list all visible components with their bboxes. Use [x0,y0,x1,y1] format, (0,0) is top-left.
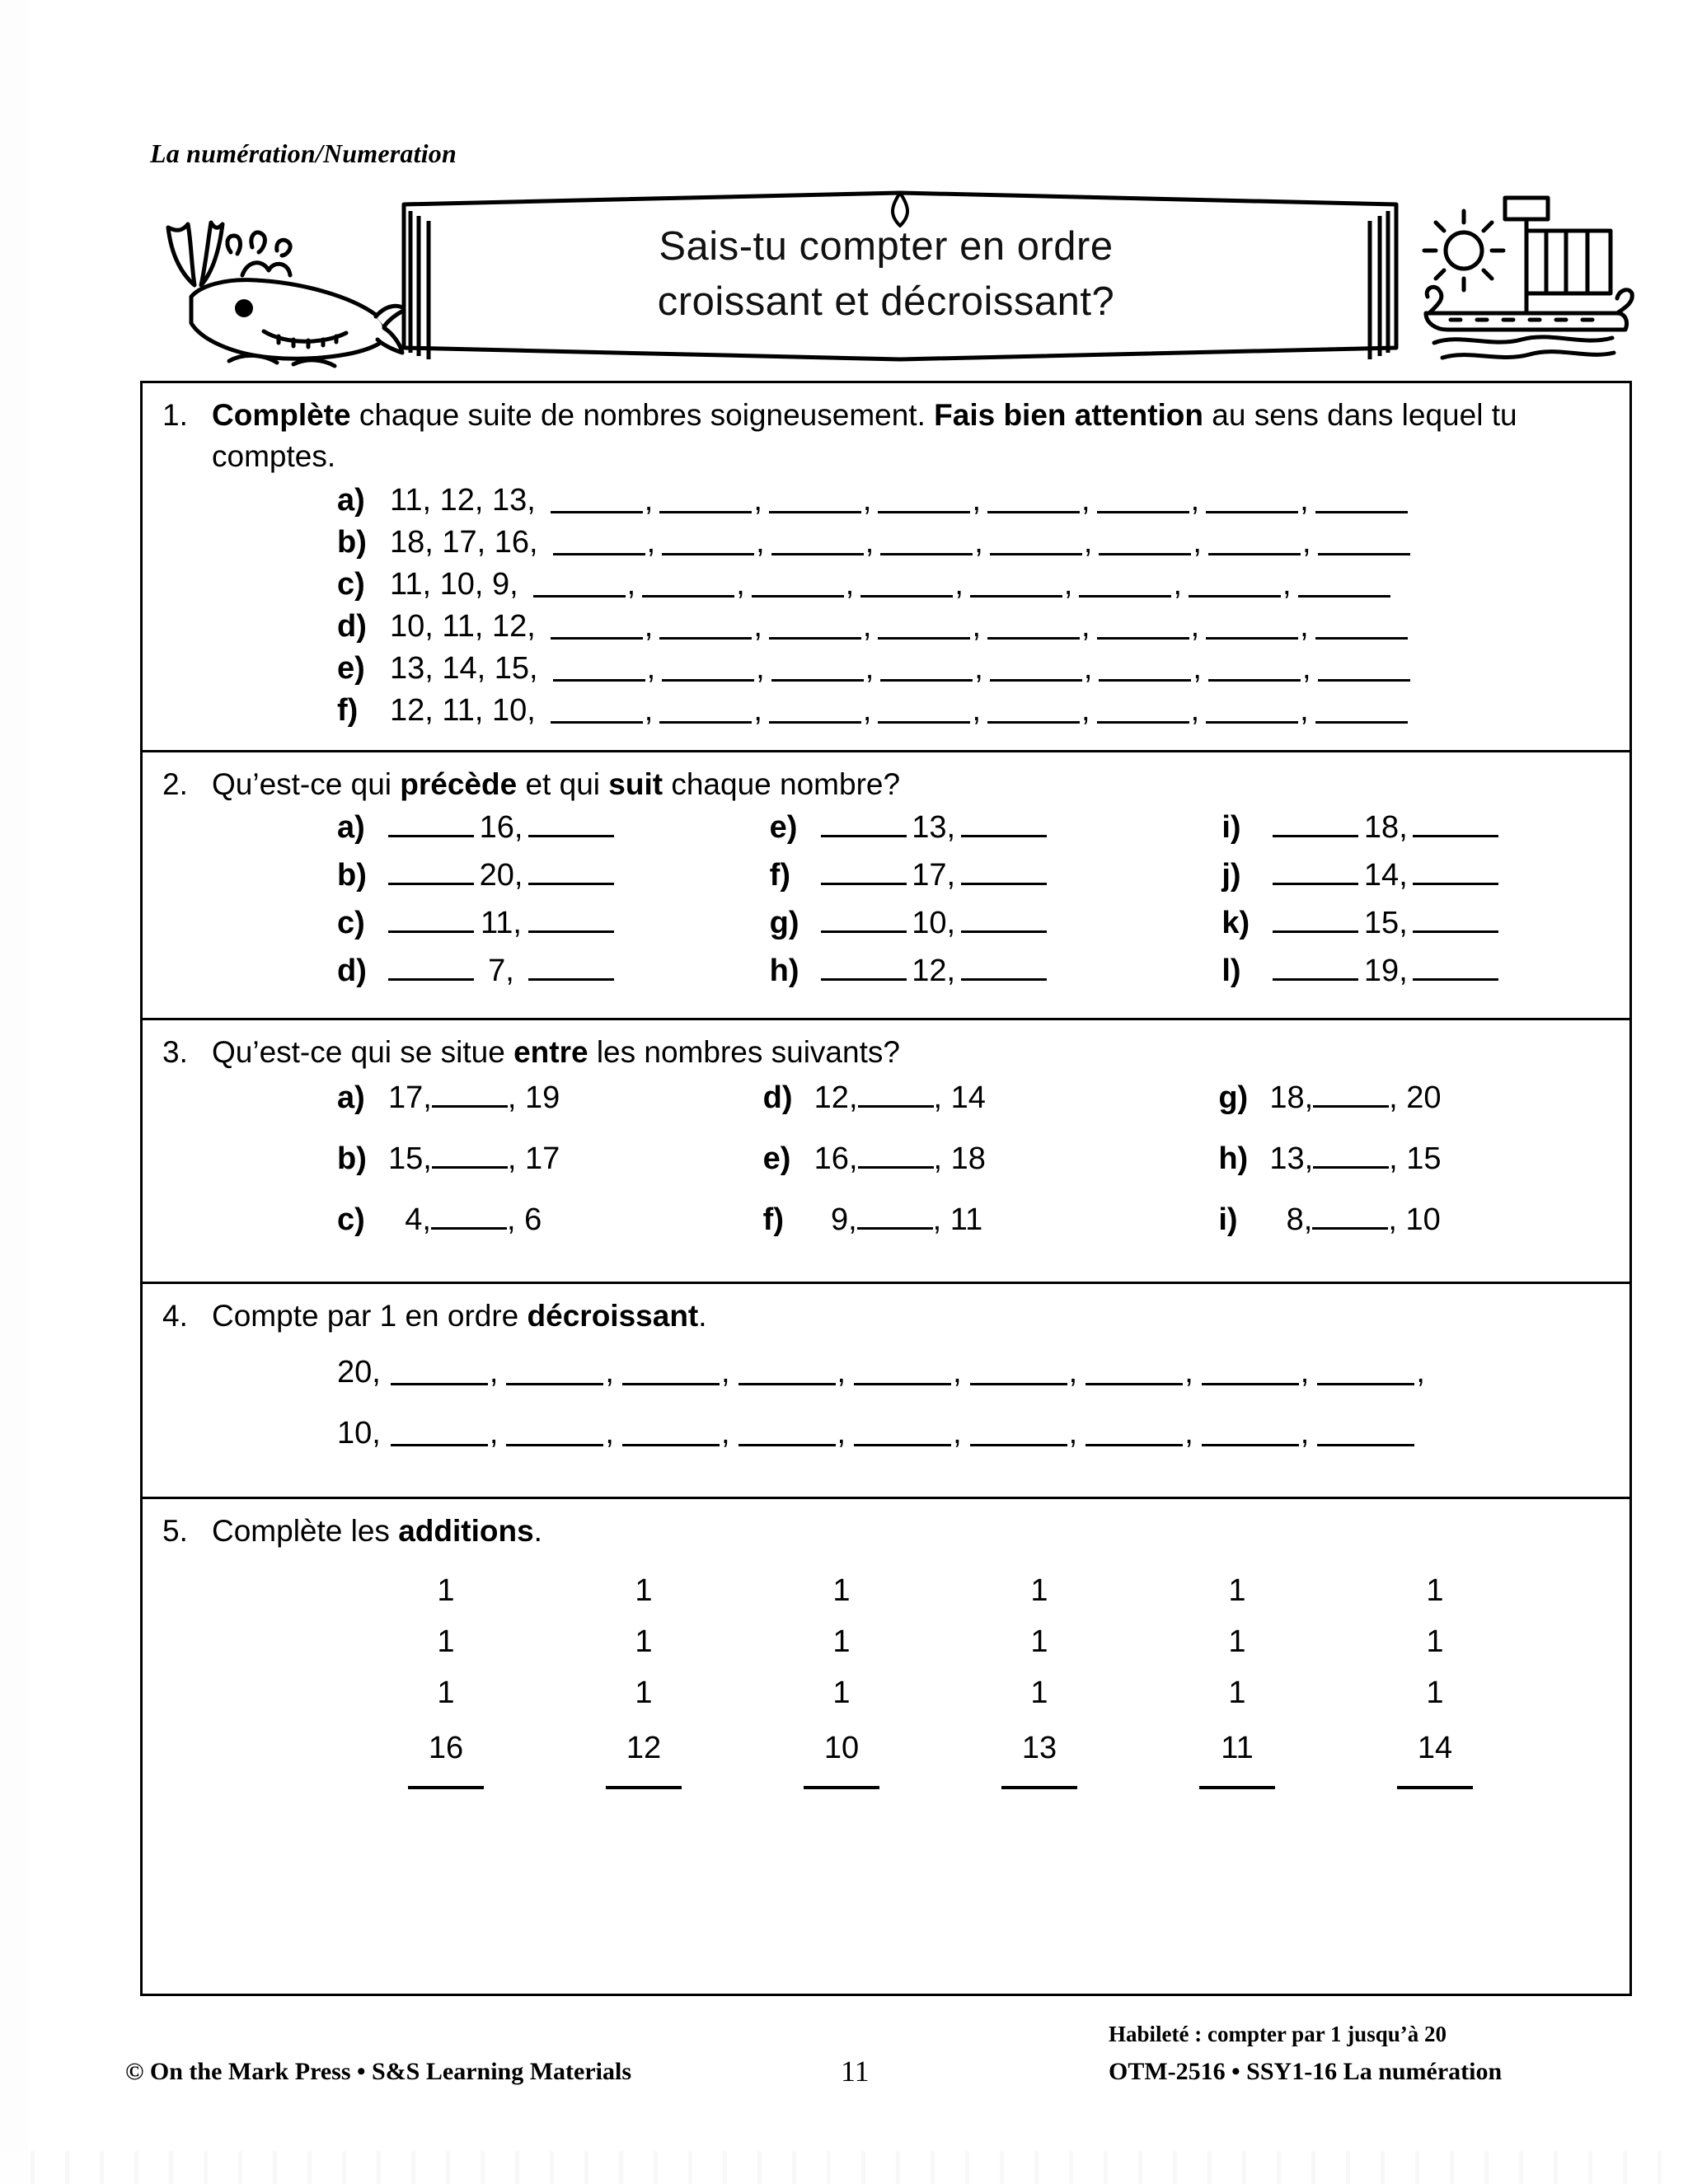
section-5-number: 5. [162,1513,188,1548]
item-seed: 13, 14, 15, [390,651,538,687]
addend: 1 [832,1573,851,1609]
addition-total: 14 [1417,1731,1453,1766]
addend: 1 [1426,1624,1444,1660]
section-4-number: 4. [162,1299,188,1333]
item-value: 10, [912,905,956,940]
item-value: 19, [1363,953,1408,988]
answer-blank[interactable] [858,1083,934,1108]
answer-blank[interactable] [970,1361,1067,1385]
section-3-items [143,1072,1629,1282]
answer-blank[interactable] [880,657,973,682]
answer-blank[interactable] [804,1786,879,1789]
answer-blank[interactable] [1189,573,1281,598]
section-2-prompt-part-5: chaque nombre? [663,767,901,802]
answer-blank[interactable] [1413,860,1498,885]
section-3-number: 3. [162,1034,188,1069]
item-value: 20, [479,857,523,893]
list-item [770,906,1178,954]
answer-blank[interactable] [432,1083,508,1108]
answer-blanks[interactable]: , , , , , , , [546,653,1412,684]
item-first: 4, [405,1202,431,1238]
answer-blank[interactable] [408,1786,484,1789]
section-5-prompt-part-1: Complète les [212,1513,399,1548]
addend: 1 [635,1624,653,1660]
answer-blank[interactable] [878,699,970,724]
section-2-prompt-part-4: suit [608,767,663,802]
item-label: h) [769,953,799,988]
item-label: a) [337,1080,365,1116]
list-item [1218,1202,1629,1263]
addend: 1 [1426,1573,1444,1609]
answer-blank[interactable] [769,699,861,724]
addend: 1 [1030,1675,1048,1710]
answer-blank[interactable] [622,1361,720,1385]
answer-blank[interactable] [1085,1422,1183,1446]
answer-blank[interactable] [551,615,643,640]
answer-blank[interactable] [1199,1786,1275,1789]
answer-blank[interactable] [1273,908,1358,933]
answer-blank[interactable] [1206,699,1298,724]
answer-blank[interactable] [1202,1422,1299,1446]
answer-blank[interactable] [528,956,614,981]
section-3-heading [143,1020,1629,1073]
list-item [143,611,1629,653]
answer-blank[interactable] [990,657,1082,682]
item-label: b) [337,857,367,893]
addend: 1 [635,1573,653,1609]
item-label: i) [1221,809,1241,845]
answer-blank[interactable] [1298,573,1390,598]
copyright-notice: © On the Mark Press • S&S Learning Materials [125,2058,631,2085]
answer-blank[interactable] [642,573,734,598]
answer-blank[interactable] [1273,956,1358,981]
section-4-prompt-part-2: décroissant [527,1299,699,1333]
addition-column [940,1566,1138,1788]
item-last: , 17 [507,1141,560,1177]
answer-blank[interactable] [553,531,645,555]
answer-blank[interactable] [1315,489,1408,513]
item-last: , 19 [507,1080,560,1116]
addend: 1 [1228,1573,1246,1609]
list-item [770,810,1178,858]
answer-blank[interactable] [970,1422,1067,1446]
section-1-prompt-part-1: Complète [212,398,351,432]
section-2-column-3 [1177,810,1629,1001]
answer-blank[interactable] [1273,860,1358,885]
list-item [770,858,1178,906]
section-3-column-2 [748,1080,1175,1263]
item-label: e) [337,651,365,687]
answer-blank[interactable] [961,860,1047,885]
item-label: d) [337,953,367,988]
item-seed: 10, 11, 12, [390,609,536,644]
item-label: k) [1221,905,1250,940]
answer-blank[interactable] [987,489,1080,513]
section-3-prompt-part-3: les nombres suivants? [588,1034,900,1069]
item-label: g) [1218,1080,1249,1116]
section-2-prompt-part-1: Qu’est-ce qui [212,767,401,802]
list-item [143,1355,1629,1416]
answer-blank[interactable] [854,1422,951,1446]
answer-blank[interactable] [1318,531,1410,555]
section-2-number: 2. [162,767,188,802]
item-label: f) [769,857,790,893]
answer-blank[interactable] [987,615,1080,640]
item-value: 18, [1363,809,1408,845]
list-item [143,569,1629,611]
answer-blank[interactable] [1315,615,1408,640]
item-last: , 10 [1388,1202,1441,1238]
list-item [143,485,1629,527]
answer-blank[interactable] [878,615,970,640]
product-code: OTM-2516 • SSY1-16 La numération [1109,2058,1503,2085]
answer-blank[interactable] [431,1205,507,1230]
answer-blank[interactable] [990,531,1082,555]
answer-blank[interactable] [1313,1144,1389,1169]
item-seed: 20, [337,1354,381,1390]
answer-blank[interactable] [391,1422,488,1446]
item-label: h) [1218,1141,1249,1177]
answer-blank[interactable] [771,531,864,555]
list-item [1221,906,1629,954]
section-5-prompt-part-2: additions [398,1513,534,1548]
addition-column [1138,1566,1336,1788]
list-item [337,1202,748,1263]
item-label: j) [1221,857,1241,893]
answer-blank[interactable] [659,489,752,513]
answer-blank[interactable] [961,813,1047,837]
answer-blank[interactable] [1099,531,1191,555]
list-item [770,954,1178,1001]
answer-blanks[interactable]: , , , , , , , [544,695,1409,726]
answer-blank[interactable] [769,489,861,513]
answer-blank[interactable] [606,1786,682,1789]
answer-blank[interactable] [1315,699,1408,724]
answer-blank[interactable] [880,531,973,555]
section-1-items [143,476,1629,750]
item-value: 15, [1363,905,1408,940]
answer-blank[interactable] [528,908,614,933]
item-seed: 12, 11, 10, [390,693,536,729]
section-1 [143,383,1629,752]
section-2-prompt-part-3: et qui [517,767,609,802]
answer-blank[interactable] [528,813,614,837]
answer-blank[interactable] [553,657,645,682]
answer-blank[interactable] [528,860,614,885]
item-label: c) [337,567,365,602]
item-value: 7, [488,953,514,988]
item-first: 8, [1286,1202,1313,1238]
banner-title-line2: croissant et décroissant? [657,279,1115,324]
answer-blank[interactable] [1001,1786,1077,1789]
answer-blanks[interactable]: , , , , , , , [546,527,1412,558]
answer-blank[interactable] [533,573,626,598]
item-label: f) [337,693,359,729]
addend: 1 [437,1573,455,1609]
addend: 1 [437,1675,455,1710]
answer-blank[interactable] [1313,1083,1389,1108]
item-label: b) [337,525,367,560]
item-label: i) [1218,1202,1238,1238]
section-2-prompt [212,764,1629,805]
section-4-prompt [212,1296,1629,1337]
answer-blank[interactable] [1206,615,1298,640]
section-1-prompt-part-2: chaque suite de nombres soigneusement. [350,398,935,432]
item-first: 12, [814,1080,858,1116]
item-label: g) [769,905,799,940]
scan-edge-bottom [0,2151,1688,2184]
addend: 1 [1030,1624,1048,1660]
answer-blank[interactable] [738,1361,836,1385]
answer-blank[interactable] [659,615,752,640]
list-item [337,858,745,906]
addend: 1 [437,1624,455,1660]
addend: 1 [1030,1573,1048,1609]
item-value: 14, [1363,857,1408,893]
section-2-column-2 [745,810,1178,1001]
item-first: 18, [1269,1080,1314,1116]
answer-blank[interactable] [388,956,474,981]
item-last: , 20 [1389,1080,1442,1116]
section-3-prompt-part-2: entre [513,1034,588,1069]
answer-blank[interactable] [1097,615,1189,640]
item-last: , 15 [1389,1141,1442,1177]
item-first: 13, [1269,1141,1314,1177]
addition-total: 13 [1021,1731,1057,1766]
answer-blank[interactable] [388,860,474,885]
addition-column [1336,1566,1534,1788]
answer-blank[interactable] [1413,908,1498,933]
answer-blank[interactable] [1273,813,1358,837]
answer-blank[interactable] [1318,657,1410,682]
answer-blank[interactable] [432,1144,508,1169]
section-5-prompt-part-3: . [533,1513,542,1548]
answer-blank[interactable] [1317,1422,1414,1446]
list-item [1221,858,1629,906]
scan-edge-left [0,0,28,2184]
addend: 1 [1228,1675,1246,1710]
answer-blanks[interactable]: , , , , , , , [544,485,1409,516]
answer-blank[interactable] [738,1422,836,1446]
item-last: , 6 [507,1202,542,1238]
answer-blank[interactable] [1202,1361,1299,1385]
answer-blank[interactable] [1413,956,1498,981]
answer-blank[interactable] [391,1361,488,1385]
answer-blank[interactable] [769,615,861,640]
item-seed: 11, 10, 9, [390,567,518,602]
section-4-prompt-part-1: Compte par 1 en ordre [212,1299,528,1333]
answer-blank[interactable] [771,657,864,682]
item-first: 9, [830,1202,857,1238]
addition-column [743,1566,940,1788]
list-item [337,954,745,1001]
section-4-items [143,1337,1629,1497]
item-label: a) [337,483,365,518]
item-seed: 11, 12, 13, [390,483,536,518]
answer-blank[interactable] [1099,657,1191,682]
section-2-prompt-part-2: précède [400,767,518,802]
item-first: 16, [814,1141,858,1177]
item-seed: 10, [337,1415,381,1451]
answer-blank[interactable] [821,813,907,837]
list-item [337,906,745,954]
answer-blanks[interactable]: , , , , , , , , , [382,1355,1425,1390]
answer-blanks[interactable]: , , , , , , , [527,569,1392,600]
item-label: c) [337,905,365,940]
addition-total: 12 [626,1731,662,1766]
list-item [763,1141,1175,1202]
item-label: c) [337,1202,365,1238]
list-item [763,1202,1175,1263]
item-label: d) [337,609,367,644]
addend: 1 [832,1624,851,1660]
answer-blank[interactable] [506,1422,603,1446]
section-4-heading [143,1284,1629,1337]
list-item [1218,1080,1629,1141]
answer-blank[interactable] [1208,657,1301,682]
section-1-prompt-part-4: au sens dans lequel tu comptes. [212,398,1517,473]
list-item [763,1080,1175,1141]
answer-blank[interactable] [622,1422,720,1446]
answer-blank[interactable] [1413,813,1498,837]
list-item [143,1416,1629,1477]
answer-blank[interactable] [857,1205,933,1230]
list-item [337,810,745,858]
answer-blank[interactable] [961,956,1047,981]
banner [140,183,1632,373]
banner-title-line1: Sais-tu compter en ordre [659,224,1114,269]
section-5-heading [143,1499,1629,1552]
answer-blank[interactable] [821,908,907,933]
item-value: 17, [912,857,956,893]
answer-blank[interactable] [1097,489,1189,513]
item-label: a) [337,809,365,845]
section-3-column-1 [143,1080,748,1263]
answer-blank[interactable] [551,699,643,724]
section-4 [143,1284,1629,1499]
item-first: 17, [388,1080,432,1116]
answer-blank[interactable] [858,1144,934,1169]
addend: 1 [832,1675,851,1710]
list-item [1221,810,1629,858]
addition-total: 16 [428,1731,464,1766]
item-label: b) [337,1141,367,1177]
item-last: , 11 [932,1202,983,1238]
section-2-heading [143,752,1629,805]
answer-blank[interactable] [860,573,953,598]
answer-blank[interactable] [662,531,754,555]
answer-blank[interactable] [1208,531,1301,555]
addition-total: 10 [823,1731,860,1766]
page-kicker: La numération/Numeration [150,138,457,168]
answer-blank[interactable] [1085,1361,1183,1385]
answer-blank[interactable] [878,489,970,513]
list-item [337,1080,748,1141]
addend: 1 [1228,1624,1246,1660]
list-item [143,695,1629,737]
section-1-prompt [212,395,1629,476]
section-3-column-3 [1174,1080,1629,1263]
answer-blank[interactable] [388,908,474,933]
section-5-addition-columns [143,1551,1629,1788]
item-last: , 18 [933,1141,986,1177]
item-label: e) [762,1141,791,1177]
item-value: 11, [480,905,522,940]
answer-blank[interactable] [1312,1205,1388,1230]
addition-column [347,1566,545,1788]
skill-note: Habileté : compter par 1 jusqu’à 20 [1109,2022,1447,2046]
item-value: 12, [912,953,956,988]
addition-column [545,1566,743,1788]
item-last: , 14 [933,1080,986,1116]
answer-blank[interactable] [854,1361,951,1385]
answer-blank[interactable] [821,860,907,885]
answer-blank[interactable] [1097,699,1189,724]
answer-blank[interactable] [1079,573,1171,598]
answer-blanks[interactable]: , , , , , , , , [382,1416,1417,1451]
item-label: l) [1221,953,1241,988]
answer-blank[interactable] [752,573,844,598]
answer-blank[interactable] [1397,1786,1473,1789]
answer-blank[interactable] [1206,489,1298,513]
answer-blanks[interactable]: , , , , , , , [544,611,1409,642]
answer-blank[interactable] [388,813,474,837]
section-2 [143,752,1629,1020]
item-seed: 18, 17, 16, [390,525,538,560]
item-label: d) [762,1080,793,1116]
section-1-heading [143,383,1629,476]
item-value: 16, [479,809,523,845]
section-1-number: 1. [162,398,188,432]
exercise-frame [140,381,1632,1996]
list-item [337,1141,748,1202]
answer-blank[interactable] [970,573,1062,598]
section-3-prompt [212,1032,1629,1073]
list-item [1218,1141,1629,1202]
section-5-prompt [212,1511,1629,1552]
addend: 1 [1426,1675,1444,1710]
section-2-column-1 [143,810,745,1001]
item-first: 15, [388,1141,432,1177]
answer-blank[interactable] [821,956,907,981]
answer-blank[interactable] [659,699,752,724]
item-label: e) [769,809,798,845]
item-value: 13, [912,809,956,845]
addition-total: 11 [1221,1731,1254,1766]
list-item [1221,954,1629,1001]
addend: 1 [635,1675,653,1710]
answer-blank[interactable] [551,489,643,513]
item-label: f) [762,1202,784,1238]
answer-blank[interactable] [987,699,1080,724]
answer-blank[interactable] [662,657,754,682]
viking-ship-icon [1401,190,1640,371]
list-item [143,653,1629,695]
section-3 [143,1020,1629,1285]
section-2-items [143,805,1629,1018]
page-number: 11 [841,2055,870,2088]
section-1-prompt-part-3: Fais bien attention [934,398,1203,432]
answer-blank[interactable] [961,908,1047,933]
section-5 [143,1499,1629,1789]
answer-blank[interactable] [1317,1361,1414,1385]
list-item [143,527,1629,569]
section-3-prompt-part-1: Qu’est-ce qui se situe [212,1034,514,1069]
section-4-prompt-part-3: . [698,1299,707,1333]
answer-blank[interactable] [506,1361,603,1385]
